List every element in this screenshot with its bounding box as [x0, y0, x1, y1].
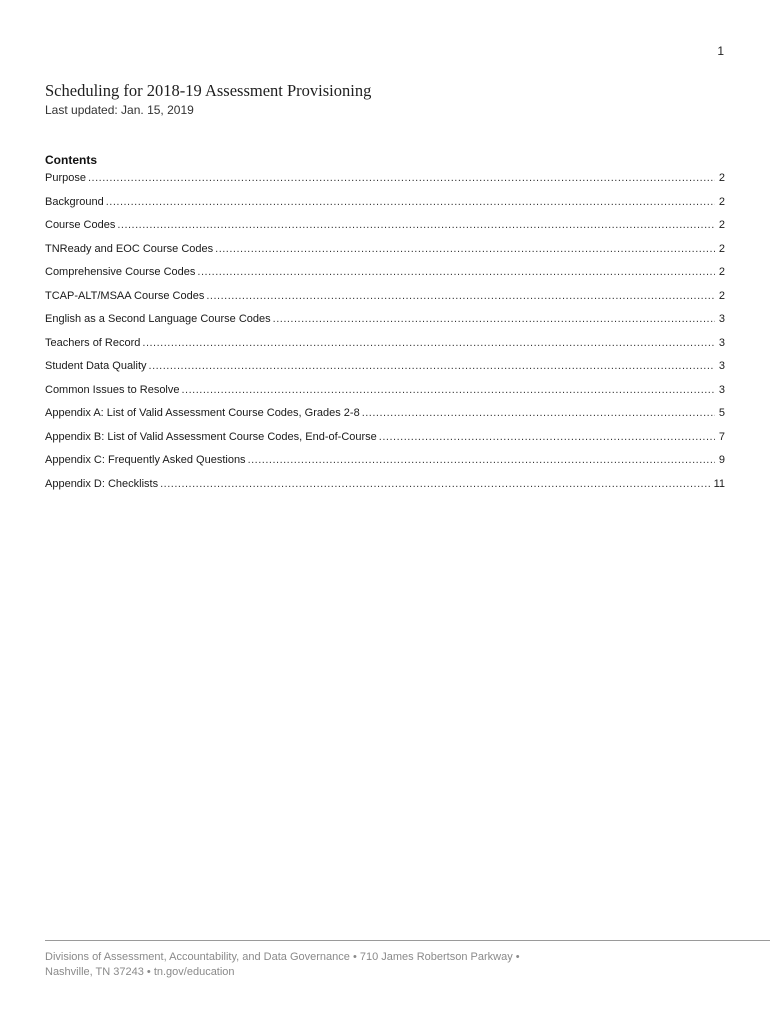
last-updated-date: Last updated: Jan. 15, 2019: [45, 103, 194, 117]
toc-entry-label: Student Data Quality: [45, 360, 147, 372]
toc-entry-label: Common Issues to Resolve: [45, 383, 180, 396]
toc-entry-page: 2: [718, 172, 725, 184]
dot-leader: [215, 243, 715, 255]
toc-entry-label: English as a Second Language Course Codes: [45, 313, 271, 325]
toc-entry-label: Appendix C: Frequently Asked Questions: [45, 454, 246, 466]
dot-leader: [248, 454, 715, 466]
toc-entry-label: Teachers of Record: [45, 336, 141, 349]
dot-leader: [273, 313, 715, 325]
contents-heading: Contents: [45, 153, 97, 167]
toc-entry-label: Appendix A: List of Valid Assessment Course Codes, Grades 2-8: [45, 407, 360, 419]
footer: [45, 950, 520, 980]
toc-entry[interactable]: [45, 384, 725, 408]
dot-leader: [160, 478, 711, 490]
document-title: Scheduling for 2018-19 Assessment Provisioning: [45, 81, 372, 100]
toc-entry-page: 2: [718, 266, 725, 278]
toc-entry-label: TCAP-ALT/MSAA Course Codes: [45, 289, 205, 302]
footer-divider: [45, 940, 770, 941]
toc-entry-page: 9: [718, 454, 725, 466]
toc-entry[interactable]: [45, 360, 725, 384]
toc-entry-page: 2: [718, 242, 725, 255]
toc-entry[interactable]: [45, 431, 725, 455]
toc-entry-label: TNReady and EOC Course Codes: [45, 242, 214, 255]
toc-entry-label: Background: [45, 195, 104, 208]
toc-entry[interactable]: [45, 313, 725, 337]
toc-entry[interactable]: [45, 478, 725, 502]
toc-entry[interactable]: [45, 290, 725, 314]
toc-entry-label: Appendix B: List of Valid Assessment Course Codes, End-of-Course: [45, 430, 377, 443]
toc-entry-page: 3: [718, 383, 725, 396]
toc-entry-page: 3: [718, 336, 725, 349]
toc-entry-label: Appendix D: Checklists: [45, 477, 159, 490]
toc-entry-page: 3: [718, 313, 725, 325]
dot-leader: [149, 360, 715, 372]
toc-entry-label: Comprehensive Course Codes: [45, 266, 196, 278]
dot-leader: [88, 172, 715, 184]
toc-entry-page: 3: [718, 360, 725, 372]
dot-leader: [362, 407, 715, 419]
toc-entry-page: 2: [718, 219, 725, 231]
dot-leader: [117, 219, 715, 231]
dot-leader: [142, 337, 715, 349]
dot-leader: [106, 196, 715, 208]
toc-entry[interactable]: [45, 266, 725, 290]
toc-entry[interactable]: [45, 407, 725, 431]
footer-address-line-2: Nashville, TN 37243 • tn.gov/education: [45, 966, 235, 978]
toc-entry-page: 11: [713, 477, 725, 490]
dot-leader: [379, 431, 715, 443]
toc-entry-page: 7: [718, 430, 725, 443]
toc-entry[interactable]: [45, 196, 725, 220]
table-of-contents: [45, 172, 725, 501]
footer-address-line-1: Divisions of Assessment, Accountability, and Data Governance • 710 James Robertson Parkway •: [45, 951, 520, 963]
toc-entry-label: Purpose: [45, 172, 86, 184]
toc-entry[interactable]: [45, 454, 725, 478]
dot-leader: [182, 384, 716, 396]
toc-entry-page: 2: [718, 289, 725, 302]
page-number: 1: [717, 44, 724, 58]
toc-entry[interactable]: [45, 172, 725, 196]
toc-entry-page: 2: [718, 195, 725, 208]
toc-entry[interactable]: [45, 337, 725, 361]
toc-entry[interactable]: [45, 243, 725, 267]
toc-entry[interactable]: [45, 219, 725, 243]
toc-entry-label: Course Codes: [45, 219, 116, 231]
toc-entry-page: 5: [718, 407, 725, 419]
dot-leader: [197, 266, 715, 278]
dot-leader: [206, 290, 715, 302]
